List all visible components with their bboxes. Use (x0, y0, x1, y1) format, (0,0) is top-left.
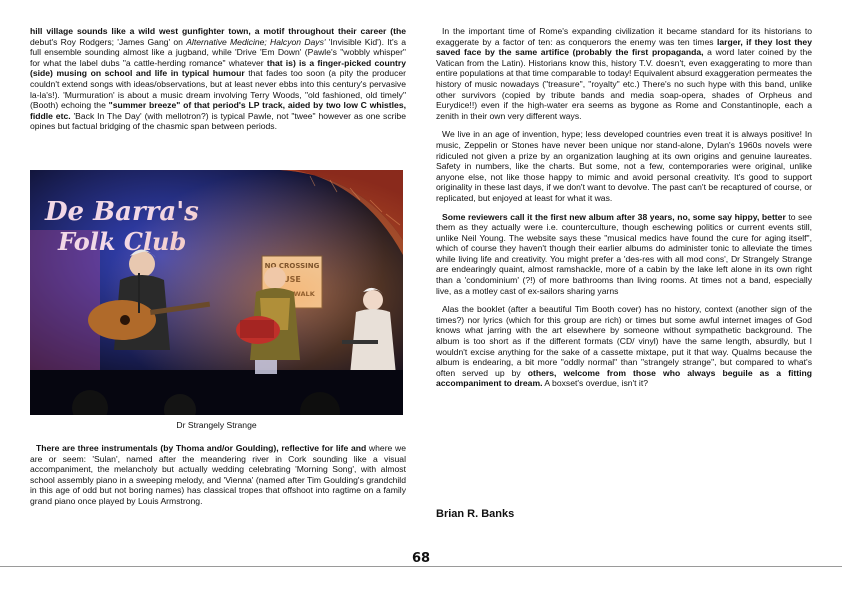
text-run: where we are or seem: 'Sulan', named after the meandering river in Cork sounding like a visual accompaniment, the melancholy but actually wedding celebrating 'Morning Song', with almost school assembly piano in a sweeping melody, and 'Vienna' (named after Tim Goulding's grandchild in this age of odd but not boring names) has classical tropes that offshoot into ragtime on a family grand piano once played by Louis Armstrong. (30, 443, 406, 506)
band-photo (30, 170, 403, 415)
text-run: that fades too soon (a pity the producer couldn't extend songs with ideas/observations, but at least never ebbs into this century's pervasive la-la's!). 'Murmuration' is about a music dream involving Terry Woods, "old fashioned, old timely" (Booth) echoing the (30, 68, 407, 111)
left-column-top (30, 26, 406, 140)
review-paragraph (436, 304, 812, 389)
text-run: Alternative Medicine; Halcyon Days' (186, 36, 326, 47)
text-run: Alas the booklet (after a beautiful Tim Booth cover) has no history, context (another sign of the times?) nor lyrics (which for this group are rich) or times but some awful internet images of God knows what jarring with the art elsewhere by someone without sympathetic background. The album is too short as if the different formats (CD/ vinyl) have the same length, absurdly, but I wouldn't excise anything for the sake of a cassette mixtape, put it that way. Qualms because the album is endearing, a bit more "oddly normal" than "strangely strange", but compared to what's often served up by (436, 304, 812, 378)
photo-caption: Dr Strangely Strange (176, 420, 257, 430)
text-run: to see them as they actually were i.e. counterculture, though eschewing politics or current events still, unlike Neil Young. The website says these "musical medics have found the cure for aging itself", which of course they haven't though their earlier albums do administer tonic to alleviate the times while living life and creativity. You might prefer a 'des-res with all mod cons', Dr Strangely Strange are endearingly quaint, almost ramshackle, more of a cabin by the lake left alone in its own right than a 'condominium' (?!) of more bathrooms than living rooms. At times not a band, especially live, as a motley cast of ex-sailors sharing yarns (436, 211, 812, 296)
author-signature: Brian R. Banks (436, 508, 515, 520)
review-paragraph (30, 443, 406, 507)
text-run: larger, if they lost they saved face by the same artifice (probably the first propaganda, (436, 36, 812, 58)
text-run: A boxset's overdue, isn't it? (542, 378, 649, 389)
footer-rule (0, 566, 842, 567)
text-run: debut's Roy Rodgers; 'James Gang' on (30, 36, 187, 47)
text-run: We live in an age of invention, hype; less developed countries even treat it is always positive! In music, Zeppelin or Stones have never been unique nor stand-alone, Dylan's 1960s novels were ridiculed not given a prize by an organization laughing at its own origins and genuine laureates. Safety in numbers, like the charts. But some, not a few, contemporaries were original, unlike anyone else, not like those happy to mimic and avoid personal creativity. It's good to support originality in these last days, if we don't want to devolve. The past can't be recaptured of course, or replicated, but enjoyed at least for what it was. (436, 129, 812, 203)
right-column (436, 26, 812, 397)
page-number: 68 (411, 551, 431, 566)
band-photo-illustration (30, 170, 403, 415)
review-paragraph (436, 212, 812, 297)
text-run: 'Invisible Kid'). It's a full ensemble sounding almost like a jugband, while 'Drive 'Em Down' (Pawle's "wobbly whisper" for what the label dubs "a cattle-herding romance" whatever (30, 36, 406, 68)
review-paragraph (30, 26, 406, 132)
text-run: There are three instrumentals (by Thoma and/or Goulding), reflective for life and (36, 443, 367, 453)
text-run: 'Back In The Day' (with mellotron?) is typical Pawle, not "twee" however as one scribe opines but factual bridging of the chasmic span between periods. (30, 110, 406, 132)
text-run: that is) is a finger-picked country (side) musing on school and life in typical humour (30, 57, 406, 79)
text-run: a word later coined by the Vatican from the Latin). Historians know this, history T.V. doesn't, even exaggerating to more than entire populations at that time comparable to today! Equivalent absurd exaggeration permeates the history of music nowadays ("treasure", "royalty" etc.) There's no such hype with this band, unlike other survivors (copied by tribute bands and media soap-opera, shades of Orpheus and Eurydice!!) even if the high-water era seems as bygone as Rome and Constantinople, each a zenith in their own very different ways. (436, 47, 812, 121)
left-column-bottom (30, 443, 406, 515)
text-run: Some reviewers call it the first new album after 38 years, no, some say hippy, better (442, 211, 786, 222)
review-paragraph (436, 26, 812, 121)
review-paragraph (436, 129, 812, 203)
text-run: In the important time of Rome's expanding civilization it became standard for its historians to exaggerate by a factor of ten: as conquerors the enemy was ten times (436, 26, 812, 47)
text-run: others, welcome from those who always beguile as a fitting accompaniment to dream. (436, 367, 812, 389)
text-run: hill village sounds like a wild west gunfighter town, a motif throughout their career (the (30, 26, 406, 36)
text-run: "summer breeze" of that period's LP track, aided by two low C whistles, fiddle etc. (30, 100, 406, 121)
